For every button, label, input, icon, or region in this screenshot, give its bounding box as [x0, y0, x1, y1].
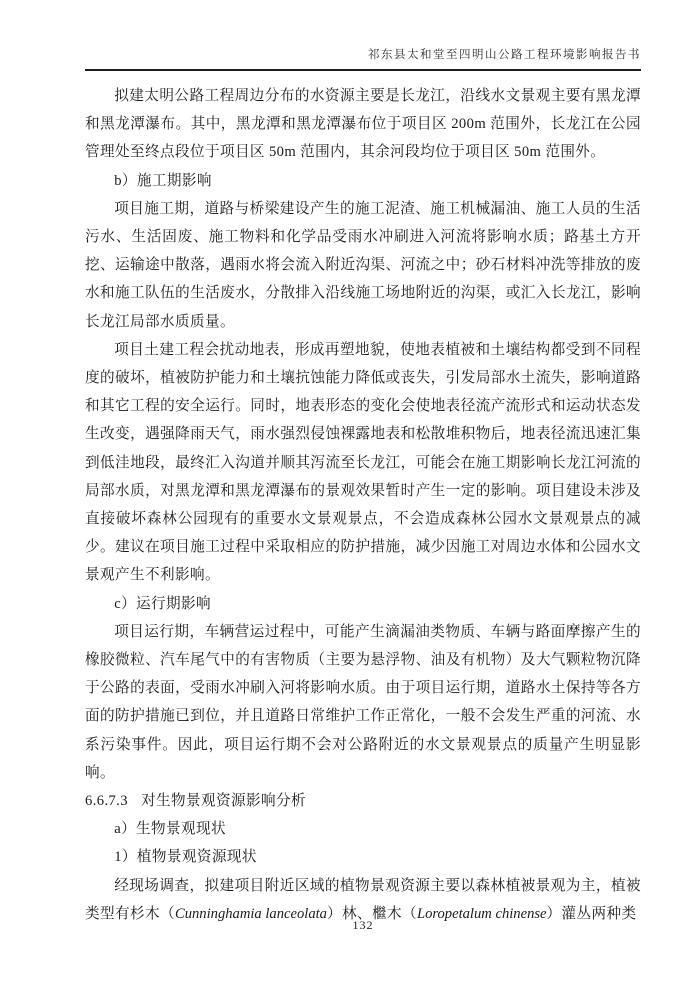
subheading-operation-period: c）运行期影响	[114, 595, 212, 612]
paragraph-water-resources: 拟建太明公路工程周边分布的水资源主要是长龙江，沿线水文景观主要有黑龙潭和黑龙潭瀑布。其中，黑龙潭和黑龙潭瀑布位于项目区 200m 范围外，长龙江在公园管理处至终点段位于项目区 50m 范围内，其余河段均位于项目区 50m 范围外。	[85, 88, 641, 161]
section-title: 对生物景观资源影响分析	[141, 793, 306, 810]
page-header	[85, 46, 641, 71]
header-title: 祁东县太和堂至四明山公路工程环境影响报告书	[368, 49, 641, 61]
page-footer	[85, 918, 641, 933]
paragraph-earthwork-impact: 项目土建工程会扰动地表，形成再塑地貌，使地表植被和土壤结构都受到不同程度的破坏，植被防护能力和土壤抗蚀能力降低或丧失，引发局部水土流失，影响道路和其它工程的安全运行。同时，地表形态的变化会使地表径流产流形式和运动状态发生改变，遇强降雨天气，雨水强烈侵蚀裸露地表和松散堆积物后，地表径流迅速汇集到低洼地段，最终汇入沟道并顺其泻流至长龙江，可能会在施工期影响长龙江河流的局部水质，对黑龙潭和黑龙潭瀑布的景观效果暂时产生一定的影响。项目建设未涉及直接破坏森林公园现有的重要水文景观景点，不会造成森林公园水文景观景点的减少。建议在项目施工过程中采取相应的防护措施，减少因施工对周边水体和公园水文景观产生不利影响。	[85, 341, 641, 584]
paragraph-construction-pollution: 项目施工期，道路与桥梁建设产生的施工泥渣、施工机械漏油、施工人员的生活污水、生活固废、施工物料和化学品受雨水冲刷进入河流将影响水质；路基土方开挖、运输途中散落，遇雨水将会流入附近沟渠、河流之中；砂石材料冲洗等排放的废水和施工队伍的生活废水，分散排入沿线施工场地附近的沟渠，或汇入长龙江，影响长龙江局部水质质量。	[85, 200, 641, 330]
subheading-plant-landscape-status: 1）植物景观资源现状	[114, 849, 257, 866]
document-content	[85, 82, 641, 928]
paragraph-plant-survey: 经现场调查，拟建项目附近区域的植物景观资源主要以森林植被景观为主，植被类型有杉木（Cunninghamia lanceolata）林、檵木（Loropetalum chinense）灌丛两种类	[85, 877, 641, 922]
paragraph-operation-impact: 项目运行期，车辆营运过程中，可能产生滴漏油类物质、车辆与路面摩擦产生的橡胶微粒、汽车尾气中的有害物质（主要为悬浮物、油及有机物）及大气颗粒物沉降于公路的表面，受雨水冲刷入河将影响水质。由于项目运行期，道路水土保持等各方面的防护措施已到位，并且道路日常维护工作正常化，一般不会发生严重的河流、水系污染事件。因此，项目运行期不会对公路附近的水文景观景点的质量产生明显影响。	[85, 623, 641, 781]
subheading-construction-period: b）施工期影响	[114, 172, 212, 189]
subheading-bio-landscape-status: a）生物景观现状	[114, 821, 227, 838]
page-number: 132	[352, 918, 374, 932]
section-number: 6.6.7.3	[85, 793, 128, 810]
section-heading-6673	[85, 787, 641, 815]
